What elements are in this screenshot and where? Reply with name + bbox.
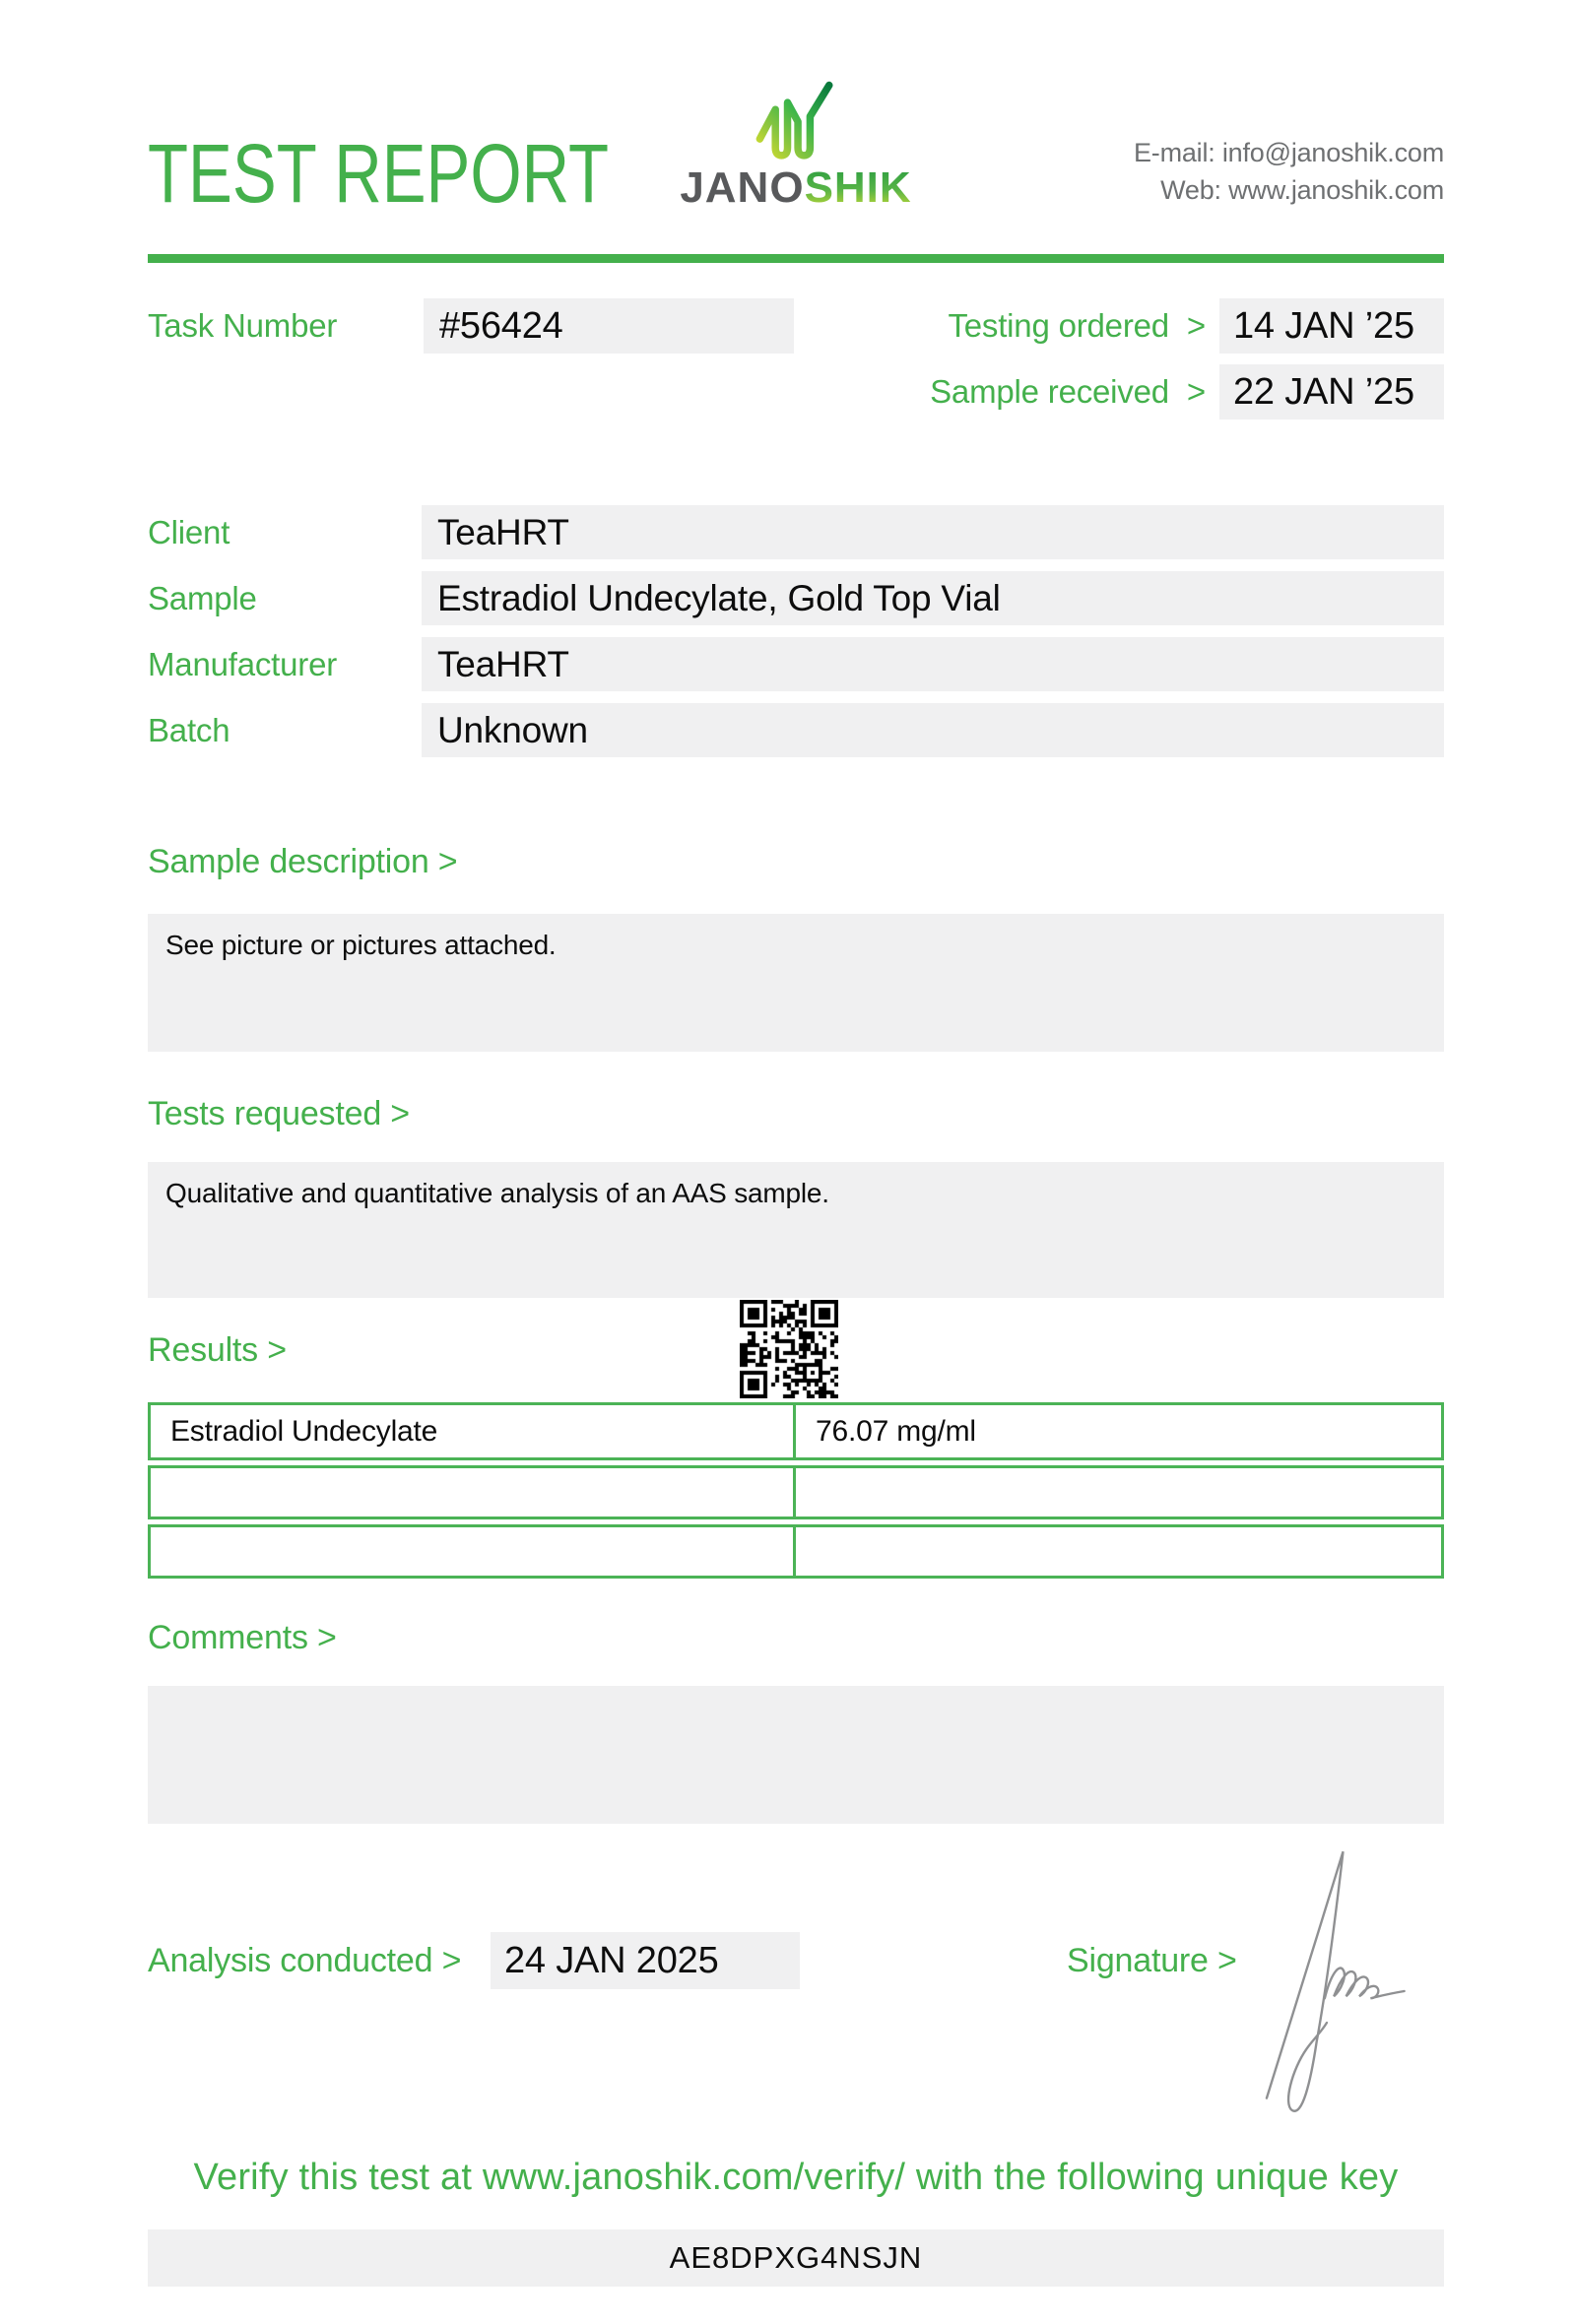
sample-received-row (930, 364, 1444, 420)
contact-email: E-mail: info@janoshik.com (1133, 138, 1444, 167)
signature-label: Signature > (1067, 1942, 1237, 1979)
result-concentration (796, 1527, 1441, 1576)
result-substance (151, 1527, 796, 1576)
tests-requested-title: Tests requested > (148, 1095, 410, 1132)
page-title: TEST REPORT (148, 127, 610, 220)
tests-requested-box: Qualitative and quantitative analysis of an AAS sample. (148, 1162, 1444, 1298)
result-concentration (796, 1468, 1441, 1517)
table-row (148, 1402, 1444, 1460)
results-table (148, 1402, 1444, 1583)
sample-received-arrow: > (1186, 373, 1206, 410)
testing-ordered-row (948, 298, 1444, 354)
client-row (148, 505, 1444, 559)
verify-key: AE8DPXG4NSJN (148, 2229, 1444, 2287)
testing-ordered-label: Testing ordered (948, 307, 1169, 344)
table-row (148, 1524, 1444, 1579)
batch-label: Batch (148, 712, 230, 748)
table-row (148, 1465, 1444, 1519)
testing-ordered-arrow: > (1186, 307, 1206, 344)
report-page (148, 0, 1444, 2324)
result-substance: Estradiol Undecylate (151, 1405, 796, 1457)
verify-instruction: Verify this test at www.janoshik.com/verify/ with the following unique key (193, 2157, 1399, 2198)
manufacturer-value: TeaHRT (422, 637, 1444, 691)
sample-row (148, 571, 1444, 625)
sample-description-box: See picture or pictures attached. (148, 914, 1444, 1052)
contact-info (1134, 134, 1444, 209)
sample-value: Estradiol Undecylate, Gold Top Vial (422, 571, 1444, 625)
sample-description-title: Sample description > (148, 843, 458, 880)
batch-row (148, 703, 1444, 757)
task-number-value: #56424 (424, 298, 794, 354)
manufacturer-label: Manufacturer (148, 646, 338, 682)
logo-jano: JANO (680, 163, 805, 212)
sample-received-label: Sample received (930, 373, 1169, 410)
sample-label: Sample (148, 580, 257, 616)
analysis-date: 24 JAN 2025 (491, 1932, 800, 1989)
janoshik-logo (680, 75, 911, 213)
result-substance (151, 1468, 796, 1517)
comments-title: Comments > (148, 1619, 337, 1656)
qr-code (740, 1300, 838, 1398)
task-number-label: Task Number (148, 307, 338, 344)
chart-arrow-icon (751, 75, 841, 161)
client-label: Client (148, 514, 230, 550)
comments-box (148, 1686, 1444, 1824)
analysis-conducted-label: Analysis conducted > (148, 1942, 462, 1979)
testing-ordered-date: 14 JAN ’25 (1219, 298, 1444, 354)
logo-wordmark (680, 163, 911, 213)
manufacturer-row (148, 637, 1444, 691)
contact-web: Web: www.janoshik.com (1160, 175, 1444, 205)
client-value: TeaHRT (422, 505, 1444, 559)
batch-value: Unknown (422, 703, 1444, 757)
signature-image (1239, 1843, 1416, 2139)
result-concentration: 76.07 mg/ml (816, 1414, 976, 1448)
results-title: Results > (148, 1331, 287, 1369)
header-divider (148, 254, 1444, 263)
logo-shik: SHIK (804, 163, 912, 212)
sample-received-date: 22 JAN ’25 (1219, 364, 1444, 420)
